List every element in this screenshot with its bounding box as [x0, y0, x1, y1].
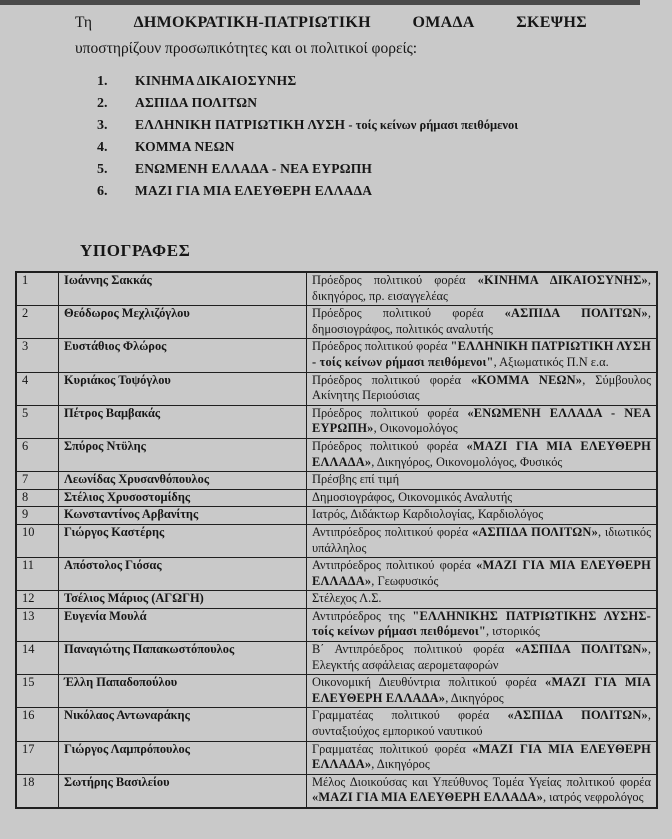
description-text: , δικηγόρος, πρ. εισαγγελέας	[312, 273, 651, 303]
party-name-emphasis: «ΜΑΖΙ ΓΙΑ ΜΙΑ ΕΛΕΥΘΕΡΗ ΕΛΛΑΔΑ»	[312, 558, 651, 588]
party-item	[97, 160, 518, 178]
description-text: , Ελεγκτής ασφάλειας αερομεταφορών	[312, 642, 651, 672]
table-row	[16, 642, 657, 675]
description-text: Στέλεχος Λ.Σ.	[312, 591, 382, 606]
party-name-emphasis: «ΜΑΖΙ ΓΙΑ ΜΙΑ ΕΛΕΥΘΕΡΗ ΕΛΛΑΔΑ»	[312, 790, 543, 805]
intro-subtitle: υποστηρίζουν προσωπικότητες και οι πολιτικοί φορείς:	[75, 40, 418, 57]
party-motto: - τοίς κείνων ρήμασι πειθόμενοι	[345, 118, 519, 132]
description-text: Μέλος Διοικούσας και Υπεύθυνος Τομέα Υγείας πολιτικού φορέα	[312, 774, 651, 789]
description-text: Πρέσβης επί τιμή	[312, 472, 400, 487]
signer-name: Ιωάννης Σακκάς	[59, 272, 307, 306]
party-name-emphasis: «ΚΙΝΗΜΑ ΔΙΚΑΙΟΣΥΝΗΣ»	[477, 273, 648, 287]
signer-description	[307, 741, 658, 774]
row-number: 8	[16, 489, 59, 507]
party-item	[97, 182, 518, 200]
row-number: 4	[16, 372, 59, 405]
description-text: , Δικηγόρος	[445, 690, 504, 705]
party-item	[97, 116, 518, 134]
row-number: 11	[16, 558, 59, 591]
description-text: Πρόεδρος πολιτικού φορέα	[312, 438, 467, 453]
table-row	[16, 608, 657, 641]
signer-name: Γιώργος Λαμπρόπουλος	[59, 741, 307, 774]
table-row	[16, 306, 657, 339]
description-text: , Σύμβουλος Ακίνητης Περιούσιας	[312, 372, 651, 403]
description-text: Δημοσιογράφος, Οικονομικός Αναλυτής	[312, 489, 513, 504]
row-number: 18	[16, 774, 59, 808]
signer-name: Πέτρος Βαμβακάς	[59, 405, 307, 438]
signer-description	[307, 489, 658, 507]
party-name: ΑΣΠΙΔΑ ΠΟΛΙΤΩΝ	[135, 95, 258, 110]
signer-name: Παναγιώτης Παπακωστόπουλος	[59, 642, 307, 675]
signer-description	[307, 591, 658, 609]
party-item	[97, 94, 518, 112]
party-number: 3.	[97, 118, 108, 133]
description-text: , Δικηγόρος	[371, 757, 430, 772]
table-row	[16, 591, 657, 609]
party-number: 1.	[97, 74, 108, 89]
description-text: , συνταξιούχος εμπορικού ναυτικού	[312, 708, 651, 739]
description-text: , ιδιωτικός υπάλληλος	[312, 524, 651, 555]
signer-description	[307, 306, 658, 339]
party-name-emphasis: «ΑΣΠΙΔΑ ΠΟΛΙΤΩΝ»	[504, 306, 648, 321]
description-text: Ιατρός, Διδάκτωρ Καρδιολογίας, Καρδιολόγος	[312, 507, 544, 522]
description-text: Πρόεδρος πολιτικού φορέα	[312, 273, 478, 287]
row-number: 12	[16, 591, 59, 609]
intro-paragraph	[75, 13, 587, 58]
party-name-emphasis: «ΕΝΩΜΕΝΗ ΕΛΛΑΔΑ - ΝΕΑ ΕΥΡΩΠΗ»	[312, 405, 651, 436]
signer-name: Λεωνίδας Χρυσανθόπουλος	[59, 472, 307, 490]
row-number: 6	[16, 438, 59, 471]
description-text: Πρόεδρος πολιτικού φορέα	[312, 372, 471, 387]
signer-description	[307, 507, 658, 525]
row-number: 10	[16, 524, 59, 557]
table-row	[16, 489, 657, 507]
table-row	[16, 438, 657, 471]
signer-description	[307, 642, 658, 675]
description-text: Πρόεδρος πολιτικού φορέα	[312, 405, 468, 420]
table-row	[16, 675, 657, 708]
group-name-part-1: ΔΗΜΟΚΡΑΤΙΚΗ-ΠΑΤΡΙΩΤΙΚΗ	[133, 14, 371, 31]
intro-prefix: Τη	[75, 14, 92, 31]
signer-description	[307, 472, 658, 490]
party-name: ΚΙΝΗΜΑ ΔΙΚΑΙΟΣΥΝΗΣ	[135, 73, 297, 88]
description-text: , ιατρός νεφρολόγος	[542, 790, 644, 805]
group-name-part-3: ΣΚΕΨΗΣ	[516, 14, 587, 31]
description-text: Πρόεδρος πολιτικού φορέα	[312, 339, 451, 354]
row-number: 9	[16, 507, 59, 525]
signer-name: Τσέλιος Μάριος (ΑΓΩΓΗ)	[59, 591, 307, 609]
table-row	[16, 372, 657, 405]
row-number: 16	[16, 708, 59, 741]
signer-name: Έλλη Παπαδοπούλου	[59, 675, 307, 708]
table-row	[16, 524, 657, 557]
signer-name: Κυριάκος Τοψόγλου	[59, 372, 307, 405]
party-name-emphasis: "ΕΛΛΗΝΙΚΗ ΠΑΤΡΙΩΤΙΚΗ ΛΥΣΗ - τοίς κείνων ρήμασι πειθόμενοι"	[312, 339, 651, 369]
row-number: 13	[16, 608, 59, 641]
party-name: ΚΟΜΜΑ ΝΕΩΝ	[135, 139, 235, 154]
row-number: 5	[16, 405, 59, 438]
signatures-table-body	[16, 272, 657, 808]
description-text: , ιστορικός	[485, 624, 540, 639]
scan-top-edge	[0, 0, 640, 5]
party-name-emphasis: «ΑΣΠΙΔΑ ΠΟΛΙΤΩΝ»	[471, 524, 598, 539]
signer-description	[307, 438, 658, 471]
signer-description	[307, 405, 658, 438]
signer-description	[307, 272, 658, 306]
party-name-emphasis: «ΜΑΖΙ ΓΙΑ ΜΙΑ ΕΛΕΥΘΕΡΗ ΕΛΛΑΔΑ»	[312, 741, 651, 772]
signatures-heading: ΥΠΟΓΡΑΦΕΣ	[80, 241, 191, 260]
party-item	[97, 138, 518, 156]
table-row	[16, 708, 657, 741]
description-text: , Γεωφυσικός	[371, 573, 439, 588]
table-row	[16, 472, 657, 490]
description-text: Αντιπρόεδρος πολιτικού φορέα	[312, 524, 472, 539]
table-row	[16, 558, 657, 591]
table-row	[16, 339, 657, 372]
party-name-emphasis: «ΜΑΖΙ ΓΙΑ ΜΙΑ ΕΛΕΥΘΕΡΗ ΕΛΛΑΔΑ»	[312, 438, 651, 469]
description-text: , δημοσιογράφος, πολιτικός αναλυτής	[312, 306, 651, 336]
table-row	[16, 507, 657, 525]
signer-description	[307, 372, 658, 405]
signer-description	[307, 339, 658, 372]
description-text: Γραμματέας πολιτικού φορέα	[312, 741, 473, 756]
description-text: Πρόεδρος πολιτικού φορέα	[312, 306, 505, 321]
row-number: 7	[16, 472, 59, 490]
signer-name: Σπύρος Ντϋλης	[59, 438, 307, 471]
row-number: 17	[16, 741, 59, 774]
row-number: 2	[16, 306, 59, 339]
party-name: ΕΛΛΗΝΙΚΗ ΠΑΤΡΙΩΤΙΚΗ ΛΥΣΗ - τοίς κείνων ρήμασι πειθόμενοι	[135, 117, 519, 132]
signer-name: Θεόδωρος Μεχλιζόγλου	[59, 306, 307, 339]
party-number: 2.	[97, 96, 108, 111]
row-number: 15	[16, 675, 59, 708]
party-number: 4.	[97, 140, 108, 155]
description-text: Αντιπρόεδρος πολιτικού φορέα	[312, 558, 477, 573]
signer-name: Στέλιος Χρυσοστομίδης	[59, 489, 307, 507]
signer-name: Ευστάθιος Φλώρος	[59, 339, 307, 372]
signer-description	[307, 675, 658, 708]
description-text: Οικονομική Διευθύντρια πολιτικού φορέα	[312, 675, 546, 690]
signer-name: Απόστολος Γιόσας	[59, 558, 307, 591]
party-name: ΜΑΖΙ ΓΙΑ ΜΙΑ ΕΛΕΥΘΕΡΗ ΕΛΛΑΔΑ	[135, 183, 373, 198]
description-text: , Αξιωματικός Π.Ν ε.α.	[493, 354, 609, 369]
signer-name: Γιώργος Καστέρης	[59, 524, 307, 557]
signer-description	[307, 524, 658, 557]
intro-title-line	[75, 13, 587, 33]
party-name-emphasis: «ΜΑΖΙ ΓΙΑ ΜΙΑ ΕΛΕΥΘΕΡΗ ΕΛΛΑΔΑ»	[312, 675, 652, 705]
signer-name: Κωνσταντίνος Αρβανίτης	[59, 507, 307, 525]
party-name-emphasis: «ΑΣΠΙΔΑ ΠΟΛΙΤΩΝ»	[515, 642, 648, 657]
description-text: Β΄ Αντιπρόεδρος πολιτικού φορέα	[312, 642, 516, 657]
row-number: 1	[16, 272, 59, 306]
description-text: , Οικονομολόγος	[373, 421, 458, 436]
description-text: , Δικηγόρος, Οικονομολόγος, Φυσικός	[371, 454, 563, 469]
row-number: 14	[16, 642, 59, 675]
table-row	[16, 405, 657, 438]
party-name-emphasis: «ΚΟΜΜΑ ΝΕΩΝ»	[470, 372, 583, 387]
party-name-emphasis: «ΑΣΠΙΔΑ ΠΟΛΙΤΩΝ»	[507, 708, 648, 723]
group-name-part-2: ΟΜΑΔΑ	[412, 14, 475, 31]
signatures-table	[15, 271, 658, 809]
signer-name: Νικόλαος Αντωναράκης	[59, 708, 307, 741]
party-number: 6.	[97, 184, 108, 199]
party-name: ΕΝΩΜΕΝΗ ΕΛΛΑΔΑ - ΝΕΑ ΕΥΡΩΠΗ	[135, 161, 373, 176]
signer-description	[307, 708, 658, 741]
signer-description	[307, 608, 658, 641]
signer-name: Ευγενία Μουλά	[59, 608, 307, 641]
signer-description	[307, 774, 658, 808]
signer-name: Σωτήρης Βασιλείου	[59, 774, 307, 808]
table-row	[16, 741, 657, 774]
row-number: 3	[16, 339, 59, 372]
parties-list	[97, 72, 518, 204]
party-item	[97, 72, 518, 90]
table-row	[16, 774, 657, 808]
party-name-emphasis: "ΕΛΛΗΝΙΚΗΣ ΠΑΤΡΙΩΤΙΚΗΣ ΛΥΣΗΣ-τοίς κείνων ρήμασι πειθόμενοι"	[312, 608, 652, 639]
description-text: Γραμματέας πολιτικού φορέα	[312, 708, 508, 723]
description-text: Αντιπρόεδρος της	[312, 608, 413, 623]
party-number: 5.	[97, 162, 108, 177]
signer-description	[307, 558, 658, 591]
table-row	[16, 272, 657, 306]
